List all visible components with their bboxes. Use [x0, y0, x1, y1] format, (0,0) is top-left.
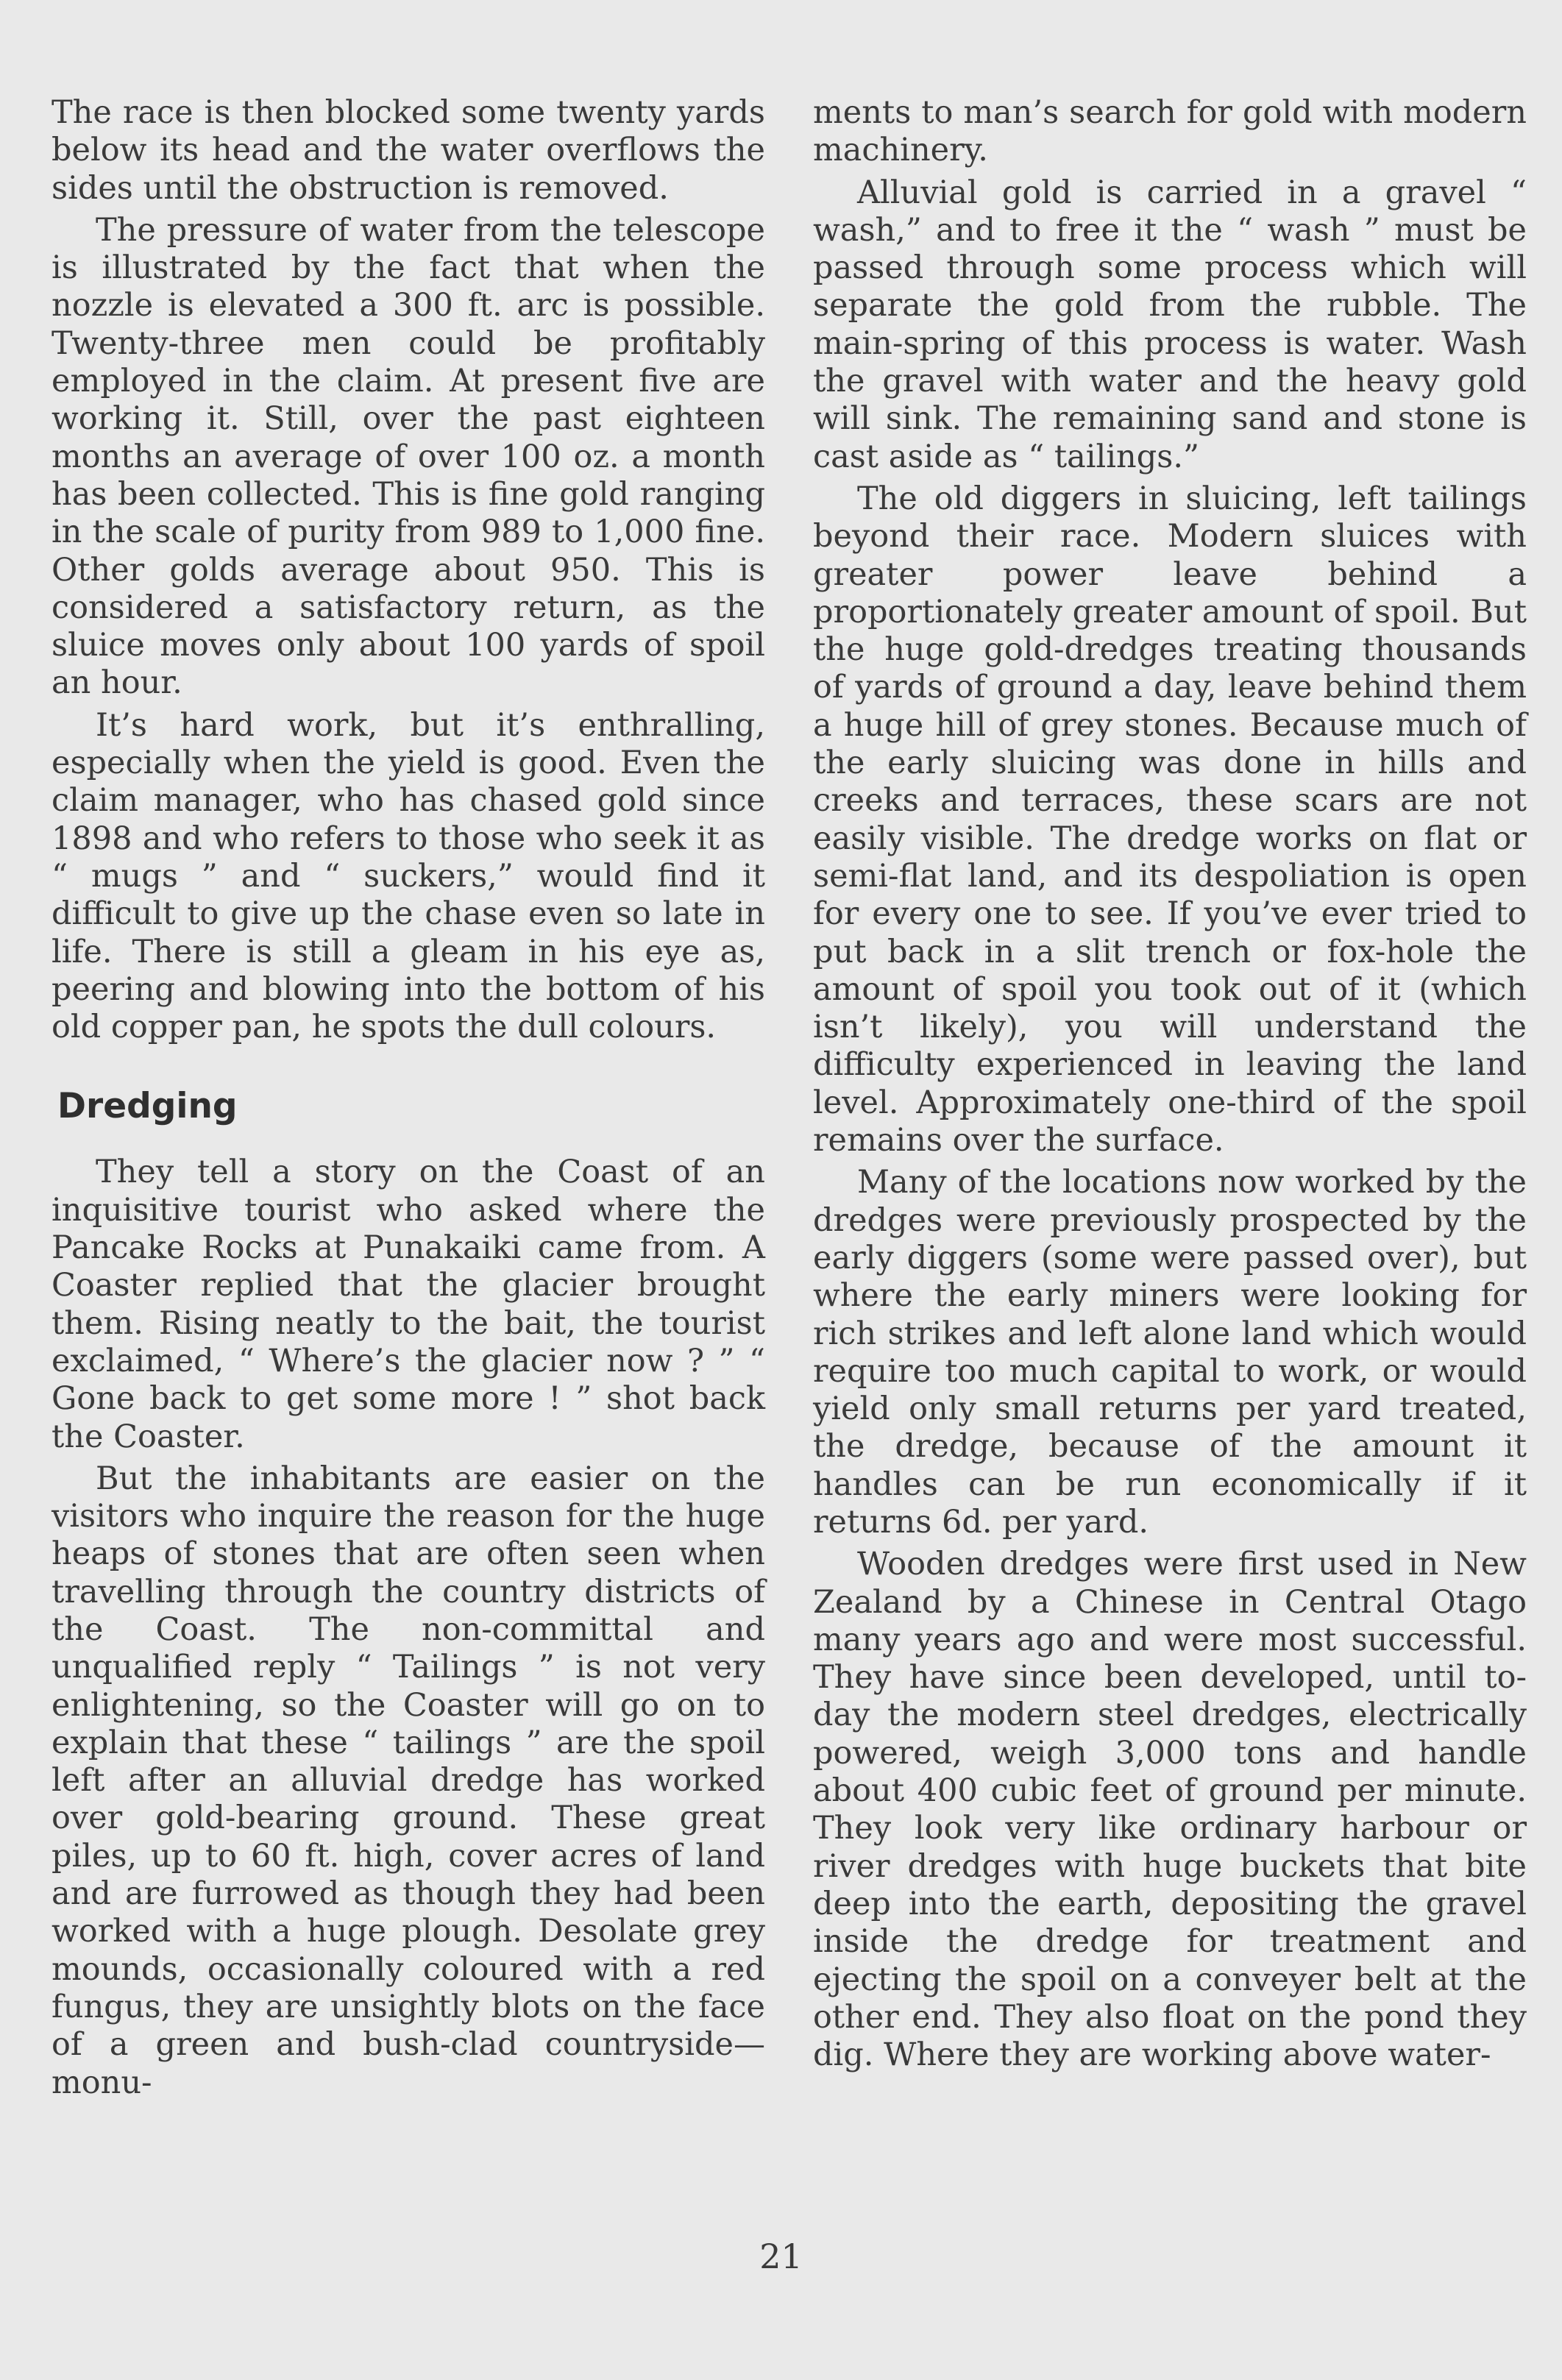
paragraph: ments to man’s search for gold with modern machinery. [813, 94, 1527, 169]
paragraph: It’s hard work, but it’s enthralling, especially when the yield is good. Even the claim manager, who has chased gold since 1898 and who refers to those who seek it as “ mugs ” and “ suckers,” would find it difficult to give up the chase even so late in life. There is still a gleam in his eye as, peering and blowing into the bottom of his old copper pan, he spots the dull colours. [52, 706, 765, 1046]
paragraph: The race is then blocked some twenty yards below its head and the water overflows the sides until the obstruction is removed. [52, 94, 765, 207]
right-column [813, 94, 1527, 2078]
paragraph: Many of the locations now worked by the dredges were previously prospected by the early diggers (some were passed over), but where the early miners were looking for rich strikes and left alone land which would require too much capital to work, or would yield only small returns per yard treated, the dredge, because of the amount it handles can be run economically if it returns 6d. per yard. [813, 1164, 1527, 1541]
paragraph: The old diggers in sluicing, left tailings beyond their race. Modern sluices with greater power leave behind a proportionately greater amount of spoil. But the huge gold-dredges treating thousands of yards of ground a day, leave behind them a huge hill of grey stones. Because much of the early sluicing was done in hills and creeks and terraces, these scars are not easily visible. The dredge works on flat or semi-flat land, and its despoliation is open for every one to see. If you’ve ever tried to put back in a slit trench or fox-hole the amount of spoil you took out of it (which isn’t likely), you will understand the difficulty experienced in leaving the land level. Approximately one-third of the spoil remains over the surface. [813, 480, 1527, 1159]
page-number: 21 [759, 2237, 803, 2276]
paragraph: But the inhabitants are easier on the visitors who inquire the reason for the huge heaps of stones that are often seen when travelling through the country districts of the Coast. The non-committal and unqualified reply “ Tailings ” is not very enlightening, so the Coaster will go on to explain that these “ tailings ” are the spoil left after an alluvial dredge has worked over gold-bearing ground. These great piles, up to 60 ft. high, cover acres of land and are furrowed as though they had been worked with a huge plough. Desolate grey mounds, occasionally coloured with a red fungus, they are unsightly blots on the face of a green and bush-clad countryside—monu- [52, 1460, 765, 2101]
paragraph: Wooden dredges were first used in New Zealand by a Chinese in Central Otago many years ago and were most successful. They have since been developed, until to-day the modern steel dredges, electrically powered, weigh 3,000 tons and handle about 400 cubic feet of ground per minute. They look very like ordinary harbour or river dredges with huge buckets that bite deep into the earth, depositing the gravel inside the dredge for treatment and ejecting the spoil on a conveyer belt at the other end. They also float on the pond they dig. Where they are working above water- [813, 1546, 1527, 2074]
section-heading: Dredging [57, 1086, 238, 1127]
paragraph: They tell a story on the Coast of an inquisitive tourist who asked where the Pancake Rocks at Punakaiki came from. A Coaster replied that the glacier brought them. Rising neatly to the bait, the tourist exclaimed, “ Where’s the glacier now ? ” “ Gone back to get some more ! ” shot back the Coaster. [52, 1154, 765, 1455]
paragraph: Alluvial gold is carried in a gravel “ wash,” and to free it the “ wash ” must be passed through some process which will separate the gold from the rubble. The main-spring of this process is water. Wash the gravel with water and the heavy gold will sink. The remaining sand and stone is cast aside as “ tailings.” [813, 174, 1527, 475]
paragraph: The pressure of water from the telescope is illustrated by the fact that when the nozzle is elevated a 300 ft. arc is possible. Twenty-three men could be profitably employed in the claim. At present five are working it. Still, over the past eighteen months an average of over 100 oz. a month has been collected. This is fine gold ranging in the scale of purity from 989 to 1,000 fine. Other golds average about 950. This is considered a satisfactory return, as the sluice moves only about 100 yards of spoil an hour. [52, 211, 765, 702]
left-column [52, 94, 765, 2106]
